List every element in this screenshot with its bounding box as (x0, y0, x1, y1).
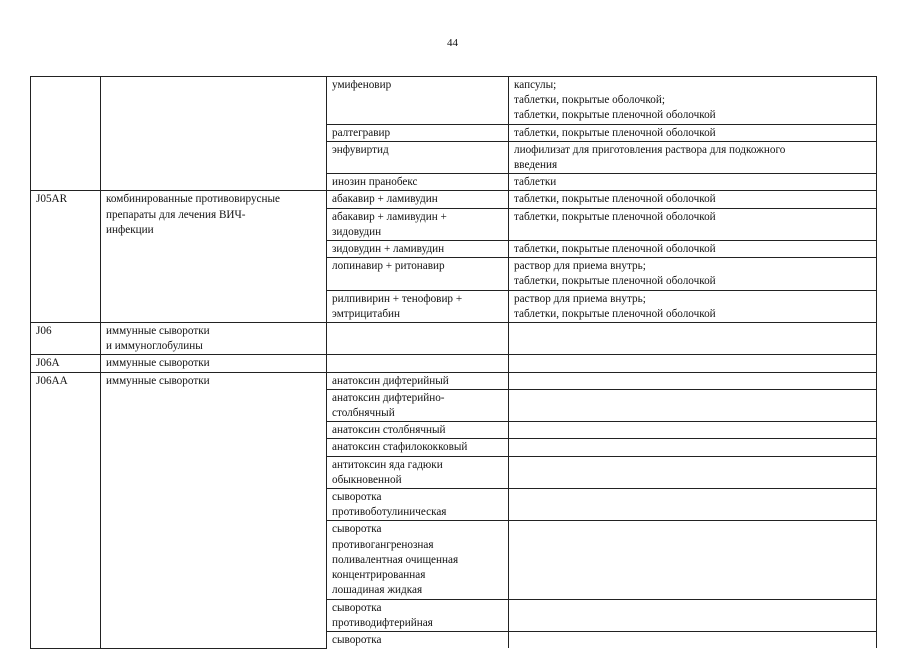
group-name: иммунные сыворотки (106, 374, 210, 387)
group-name: препараты для лечения ВИЧ- (106, 208, 246, 221)
dosage-form-cell (509, 389, 877, 421)
table-row (31, 323, 877, 355)
dosage-form: таблетки, покрытые пленочной оболочкой (514, 275, 716, 288)
drug-name: умифеновир (332, 79, 392, 91)
dosage-form: таблетки, покрытые пленочной оболочкой (514, 307, 716, 320)
drug-name: противогангренозная (332, 538, 434, 551)
dosage-form: таблетки, покрытые пленочной оболочкой (514, 109, 716, 122)
drug-name: анатоксин столбнячный (332, 424, 446, 437)
dosage-form: раствор для приема внутрь; (514, 260, 646, 273)
dosage-form-cell (509, 599, 877, 631)
dosage-form-cell (509, 489, 877, 521)
group-cell (101, 191, 327, 323)
drug-name: сыворотка (332, 491, 382, 504)
drug-name: лошадиная жидкая (332, 584, 423, 597)
drug-name: ралтегравир (332, 126, 391, 139)
drug-name: противоботулиническая (332, 506, 447, 519)
atc-code-cell (31, 323, 101, 355)
dosage-form: капсулы; (514, 79, 557, 91)
group-name: и иммуноглобулины (106, 340, 203, 353)
dosage-form: таблетки, покрытые пленочной оболочкой (514, 193, 716, 206)
drug-cell (327, 290, 509, 322)
dosage-form-cell (509, 124, 877, 141)
dosage-form-cell (509, 258, 877, 290)
atc-code: J06AA (36, 374, 68, 387)
dosage-form-cell (509, 521, 877, 599)
drug-name: анатоксин дифтерийный (332, 374, 449, 387)
drug-cell (327, 489, 509, 521)
dosage-form-cell (509, 456, 877, 488)
dosage-form: таблетки, покрытые пленочной оболочкой (514, 243, 716, 256)
dosage-form: таблетки, покрытые пленочной оболочкой (514, 210, 716, 223)
drug-cell (327, 191, 509, 208)
drug-cell (327, 439, 509, 456)
drug-cell (327, 372, 509, 389)
dosage-form-cell (509, 439, 877, 456)
dosage-form: лиофилизат для приготовления раствора для подкожного (514, 143, 786, 156)
dosage-form-cell (509, 290, 877, 322)
dosage-form: таблетки, покрытые оболочкой; (514, 94, 665, 107)
group-name: иммунные сыворотки (106, 357, 210, 370)
drug-cell (327, 389, 509, 421)
drug-name: сыворотка (332, 633, 382, 646)
page-number: 44 (447, 37, 458, 49)
dosage-form-cell (509, 208, 877, 240)
atc-code-cell (31, 372, 101, 648)
dosage-form-cell (509, 355, 877, 372)
dosage-form-cell (509, 141, 877, 173)
dosage-form-cell (509, 372, 877, 389)
dosage-form: таблетки (514, 176, 557, 189)
group-cell (101, 323, 327, 355)
drug-name: инозин пранобекс (332, 176, 418, 189)
drug-name: рилпивирин + тенофовир + (332, 292, 463, 305)
dosage-form-cell (509, 422, 877, 439)
drug-cell (327, 208, 509, 240)
atc-code: J05AR (36, 193, 68, 206)
drug-name: абакавир + ламивудин (332, 193, 438, 206)
drug-cell (327, 355, 509, 372)
drug-name: обыкновенной (332, 473, 402, 486)
drug-name: зидовудин + ламивудин (332, 243, 445, 256)
drug-cell (327, 124, 509, 141)
dosage-form: раствор для приема внутрь; (514, 292, 646, 305)
group-cell (101, 355, 327, 372)
atc-code-cell (31, 77, 101, 191)
group-cell (101, 372, 327, 648)
dosage-form: таблетки, покрытые пленочной оболочкой (514, 126, 716, 139)
dosage-form-cell (509, 241, 877, 258)
table-row (31, 77, 877, 125)
drug-cell (327, 456, 509, 488)
drug-cell (327, 422, 509, 439)
atc-code-cell (31, 355, 101, 372)
table-row (31, 191, 877, 208)
drug-name: сыворотка (332, 523, 382, 536)
table-row (31, 355, 877, 372)
atc-code-cell (31, 191, 101, 323)
drug-name: противодифтерийная (332, 616, 433, 629)
group-name: инфекции (106, 223, 154, 236)
drug-cell (327, 174, 509, 191)
drug-cell (327, 241, 509, 258)
drug-name: столбнячный (332, 407, 395, 420)
drug-cell (327, 521, 509, 599)
drug-list-table (30, 76, 877, 649)
drug-name: анатоксин дифтерийно- (332, 391, 445, 404)
drug-name: энфувиртид (332, 143, 389, 156)
table-row (31, 372, 877, 389)
drug-name: эмтрицитабин (332, 307, 401, 320)
drug-name: лопинавир + ритонавир (332, 260, 445, 273)
dosage-form-cell (509, 323, 877, 355)
dosage-form-cell (509, 174, 877, 191)
drug-name: антитоксин яда гадюки (332, 458, 443, 471)
group-name: иммунные сыворотки (106, 325, 210, 338)
atc-code: J06 (36, 325, 52, 338)
dosage-form-cell (509, 191, 877, 208)
group-name: комбинированные противовирусные (106, 193, 280, 206)
drug-name: анатоксин стафилококковый (332, 441, 468, 454)
dosage-form: введения (514, 159, 558, 172)
dosage-form-cell (509, 77, 877, 125)
drug-cell (327, 77, 509, 125)
drug-cell (327, 258, 509, 290)
drug-name: концентрированная (332, 569, 426, 582)
group-cell (101, 77, 327, 191)
drug-name: сыворотка (332, 601, 382, 614)
drug-cell (327, 323, 509, 355)
drug-cell (327, 599, 509, 631)
drug-name: абакавир + ламивудин + (332, 210, 447, 223)
drug-name: зидовудин (332, 225, 382, 238)
drug-name: поливалентная очищенная (332, 553, 459, 566)
drug-cell (327, 141, 509, 173)
atc-code: J06A (36, 357, 60, 370)
